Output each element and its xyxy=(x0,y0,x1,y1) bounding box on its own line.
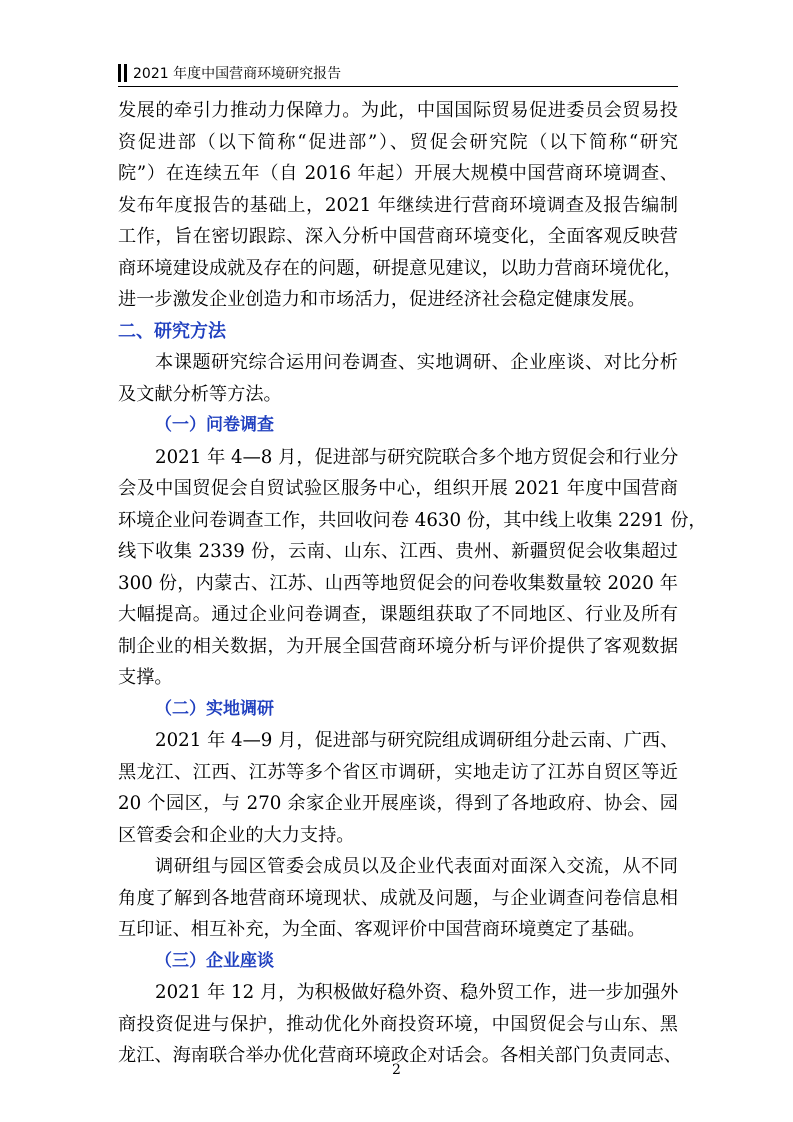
text-line: 调研组与园区管委会成员以及企业代表面对面深入交流，从不同 xyxy=(155,856,678,877)
text-line: 黑龙江、江西、江苏等多个省区市调研，实地走访了江苏自贸区等近 xyxy=(118,761,678,783)
page-body xyxy=(118,95,707,1072)
text-line: 及文献分析等方法。 xyxy=(118,383,282,405)
text-line: 进一步激发企业创造力和市场活力，促进经济社会稳定健康发展。 xyxy=(118,289,646,310)
running-header xyxy=(118,62,678,84)
text-line: 制企业的相关数据，为开展全国营商环境分析与评价提供了客观数据 xyxy=(118,635,678,657)
text-line: 本课题研究综合运用问卷调查、实地调研、企业座谈、对比分析 xyxy=(155,352,678,373)
text-line: 龙江、海南联合举办优化营商环境政企对话会。各相关部门负责同志、 xyxy=(118,1045,682,1066)
text-line: 大幅提高。通过企业问卷调查，课题组获取了不同地区、行业及所有 xyxy=(118,604,678,625)
header-bar-icon xyxy=(118,64,127,82)
text-line: 300 份，内蒙古、江苏、山西等地贸促会的问卷收集数量较 2020 年 xyxy=(118,572,678,594)
text-line: 20 个园区，与 270 余家企业开展座谈，得到了各地政府、协会、园 xyxy=(118,793,678,814)
text-line: 角度了解到各地营商环境现状、成就及问题，与企业调查问卷信息相 xyxy=(118,887,678,909)
text-line: 商投资促进与保护，推动优化外商投资环境，中国贸促会与山东、黑 xyxy=(118,1013,678,1035)
text-line: 线下收集 2339 份，云南、山东、江西、贵州、新疆贸促会收集超过 xyxy=(118,541,678,562)
paragraph-enterprise-forum xyxy=(118,977,682,1072)
paragraph-intro xyxy=(118,95,682,316)
text-line: 支撑。 xyxy=(118,667,173,688)
subsection-heading-questionnaire: （一）问卷调查 xyxy=(155,415,274,435)
text-line: 院”）在连续五年（自 2016 年起）开展大规模中国营商环境调查、 xyxy=(118,163,678,184)
paragraph-questionnaire xyxy=(118,442,707,694)
text-line: 发布年度报告的基础上，2021 年继续进行营商环境调查及报告编制 xyxy=(118,194,678,216)
paragraph-field-exchange xyxy=(118,851,678,946)
subsection-heading-enterprise-forum: （三）企业座谈 xyxy=(155,950,274,971)
text-line: 区管委会和企业的大力支持。 xyxy=(118,824,355,846)
header-title: 2021 年度中国营商环境研究报告 xyxy=(133,66,342,82)
page-number: 2 xyxy=(392,1062,401,1078)
text-line: 会及中国贸促会自贸试验区服务中心，组织开展 2021 年度中国营商 xyxy=(118,478,678,499)
paragraph-methods xyxy=(118,347,678,410)
paragraph-field-research xyxy=(118,725,678,851)
section-heading-research-methods: 二、研究方法 xyxy=(118,320,226,342)
text-line: 商环境建设成就及存在的问题，研提意见建议，以助力营商环境优化， xyxy=(118,257,682,279)
text-line: 2021 年 4—9 月，促进部与研究院组成调研组分赴云南、广西、 xyxy=(155,730,679,751)
text-line: 互印证、相互补充，为全面、客观评价中国营商环境奠定了基础。 xyxy=(118,919,646,940)
text-line: 资促进部（以下简称“促进部”）、贸促会研究院（以下简称“研究 xyxy=(118,131,678,153)
text-line: 2021 年 4—8 月，促进部与研究院联合多个地方贸促会和行业分 xyxy=(155,446,679,468)
text-line: 环境企业问卷调查工作，共回收问卷 4630 份，其中线上收集 2291 份， xyxy=(118,509,707,531)
text-line: 工作，旨在密切跟踪、深入分析中国营商环境变化，全面客观反映营 xyxy=(118,226,678,247)
text-line: 2021 年 12 月，为积极做好稳外资、稳外贸工作，进一步加强外 xyxy=(155,982,679,1003)
header-divider xyxy=(118,86,678,87)
text-line: 发展的牵引力推动力保障力。为此，中国国际贸易促进委员会贸易投 xyxy=(118,100,678,121)
subsection-heading-field-research: （二）实地调研 xyxy=(155,698,274,719)
